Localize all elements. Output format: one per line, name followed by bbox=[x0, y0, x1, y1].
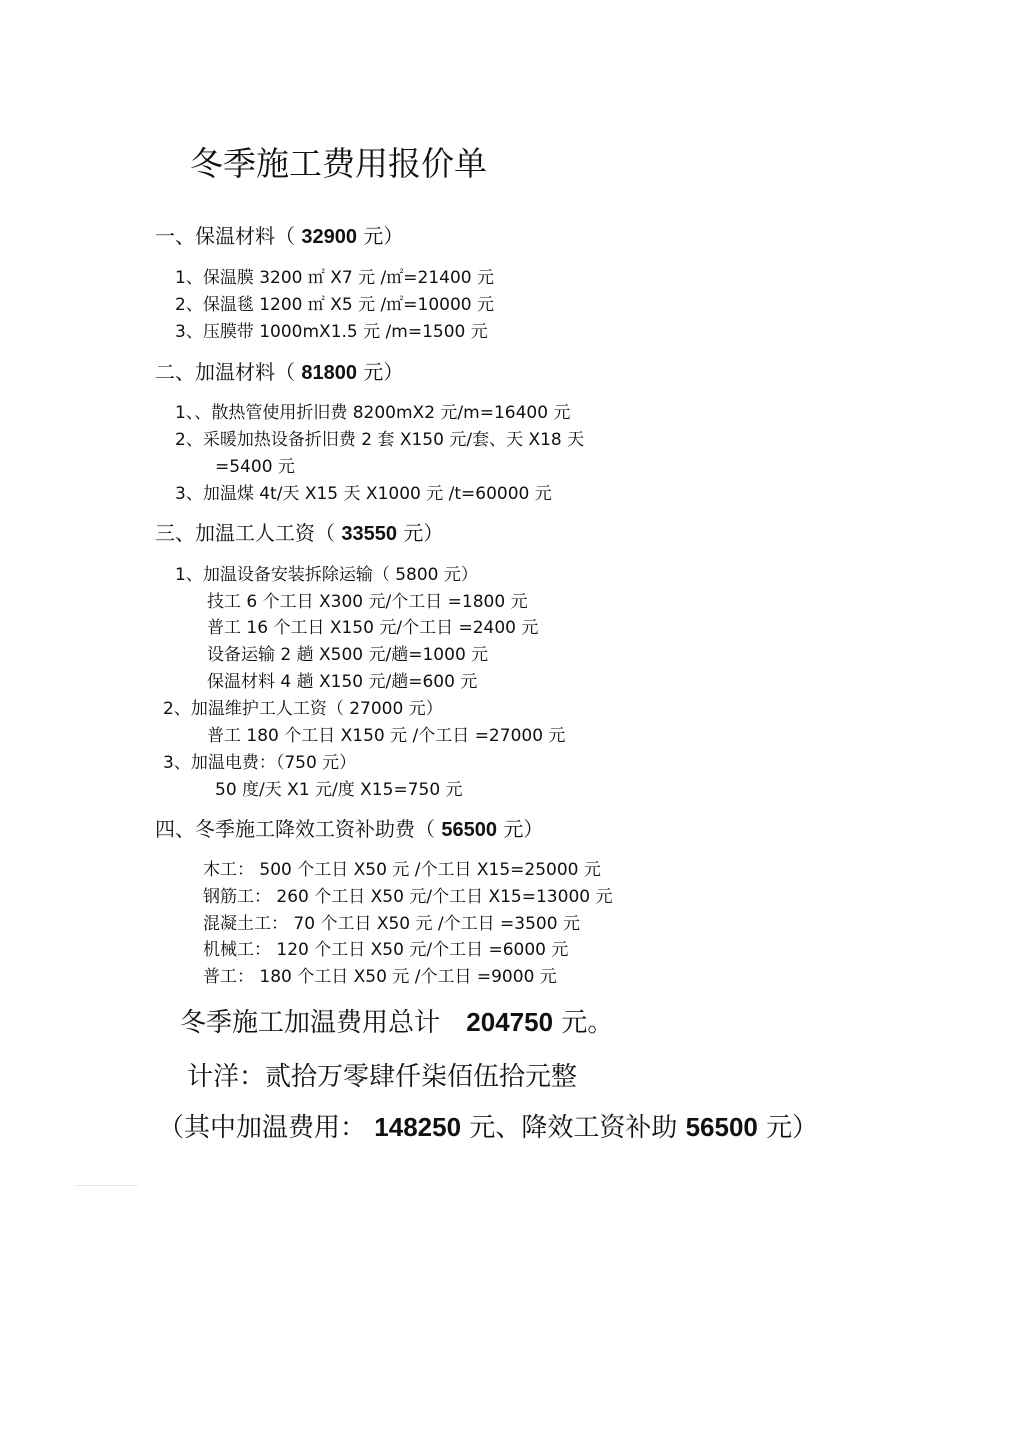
section-3-line: 保温材料 4 趟 X150 元/趟=600 元 bbox=[207, 672, 478, 692]
section-3-line: 普工 16 个工日 X150 元/个工日 =2400 元 bbox=[207, 618, 539, 638]
section-heading-4 bbox=[155, 813, 543, 842]
section-4-line: 混凝土工： 70 个工日 X50 元 /个工日 =3500 元 bbox=[203, 914, 580, 934]
breakdown-suffix: 元） bbox=[766, 1113, 819, 1143]
breakdown-prefix: （其中加温费用： bbox=[158, 1113, 367, 1143]
section-4-label: 四、冬季施工降效工资补助费（ bbox=[155, 817, 435, 841]
section-3-line: 技工 6 个工日 X300 元/个工日 =1800 元 bbox=[207, 592, 528, 612]
section-heading-2 bbox=[155, 356, 403, 385]
section-1-line: 3、压膜带 1000mX1.5 元 /m=1500 元 bbox=[175, 322, 488, 342]
section-4-suffix: 元） bbox=[503, 817, 544, 841]
section-2-label: 二、加温材料（ bbox=[155, 360, 295, 384]
section-3-label: 三、加温工人工资（ bbox=[155, 521, 335, 545]
document-title: 冬季施工费用报价单 bbox=[190, 144, 487, 183]
section-3-line: 3、加温电费：（750 元） bbox=[163, 753, 357, 773]
section-2-line: 1、、散热管使用折旧费 8200mX2 元/m=16400 元 bbox=[175, 403, 571, 423]
section-1-line: 1、保温膜 3200 ㎡ X7 元 /㎡=21400 元 bbox=[175, 268, 495, 288]
section-1-label: 一、保温材料（ bbox=[155, 224, 295, 248]
section-heading-3 bbox=[155, 517, 443, 546]
section-1-suffix: 元） bbox=[363, 224, 404, 248]
section-2-line: 3、加温煤 4t/天 X15 天 X1000 元 /t=60000 元 bbox=[175, 484, 552, 504]
total-line bbox=[180, 1002, 613, 1039]
total-suffix: 元。 bbox=[561, 1008, 614, 1038]
section-4-line: 木工： 500 个工日 X50 元 /个工日 X15=25000 元 bbox=[203, 860, 601, 880]
subsidy-amount: 56500 bbox=[685, 1112, 758, 1142]
section-4-line: 钢筋工： 260 个工日 X50 元/个工日 X15=13000 元 bbox=[203, 887, 613, 907]
footer-divider bbox=[76, 1185, 138, 1186]
section-4-amount: 56500 bbox=[441, 819, 497, 841]
heating-amount: 148250 bbox=[374, 1112, 462, 1142]
section-2-line: =5400 元 bbox=[215, 457, 295, 477]
section-3-suffix: 元） bbox=[403, 521, 444, 545]
section-3-amount: 33550 bbox=[341, 523, 397, 545]
section-3-line: 1、加温设备安装拆除运输（ 5800 元） bbox=[175, 565, 478, 585]
total-amount: 204750 bbox=[466, 1007, 554, 1037]
section-3-line: 2、加温维护工人工资（ 27000 元） bbox=[163, 699, 443, 719]
section-1-amount: 32900 bbox=[301, 226, 357, 248]
section-3-line: 设备运输 2 趟 X500 元/趟=1000 元 bbox=[207, 645, 489, 665]
section-1-line: 2、保温毯 1200 ㎡ X5 元 /㎡=10000 元 bbox=[175, 295, 495, 315]
total-label: 冬季施工加温费用总计 bbox=[180, 1008, 441, 1038]
section-4-line: 普工： 180 个工日 X50 元 /个工日 =9000 元 bbox=[203, 967, 557, 987]
breakdown-middle: 元、降效工资补助 bbox=[469, 1113, 678, 1143]
section-3-line: 50 度/天 X1 元/度 X15=750 元 bbox=[215, 780, 463, 800]
section-heading-1 bbox=[155, 220, 403, 249]
section-2-line: 2、采暖加热设备折旧费 2 套 X150 元/套、天 X18 天 bbox=[175, 430, 585, 450]
section-2-suffix: 元） bbox=[363, 360, 404, 384]
section-4-line: 机械工： 120 个工日 X50 元/个工日 =6000 元 bbox=[203, 940, 569, 960]
section-2-amount: 81800 bbox=[301, 362, 357, 384]
breakdown-line bbox=[158, 1107, 818, 1144]
amount-in-words: 计洋：贰拾万零肆仟柒佰伍拾元整 bbox=[187, 1062, 578, 1092]
section-3-line: 普工 180 个工日 X150 元 /个工日 =27000 元 bbox=[207, 726, 566, 746]
